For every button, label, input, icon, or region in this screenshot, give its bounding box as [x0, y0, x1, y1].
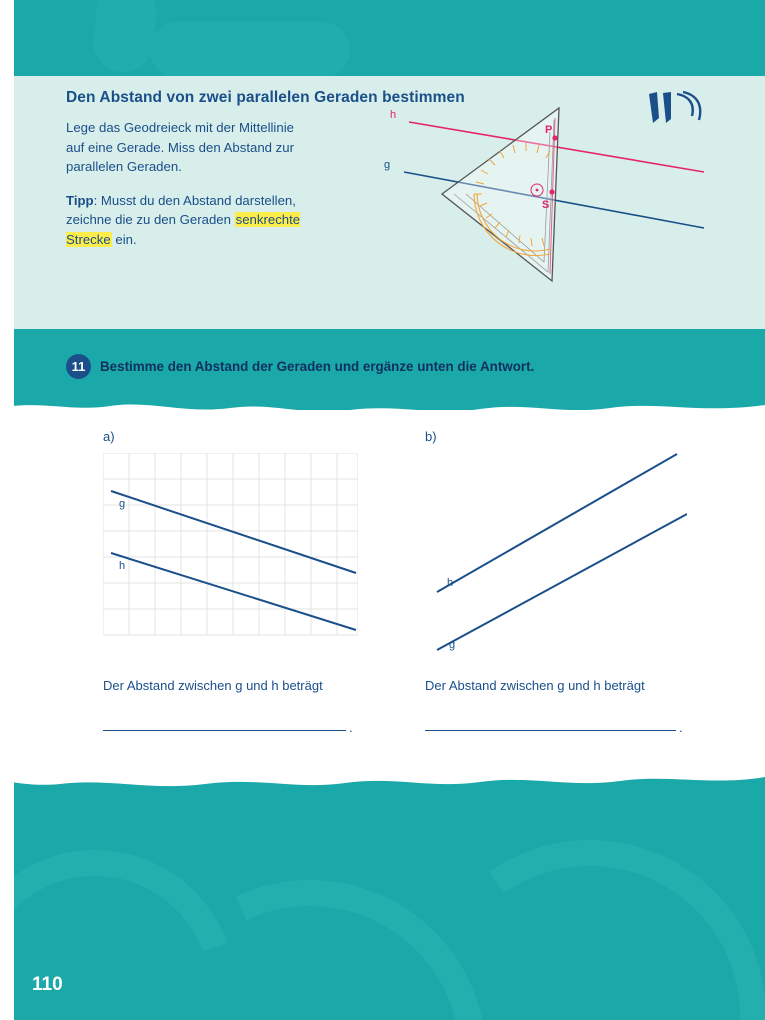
brush-decoration: [150, 22, 350, 78]
point-S: [549, 189, 554, 194]
info-paragraph-1: Lege das Geodreieck mit der Mittellinie auf eine Gerade. Miss den Abstand zur parallelen Geraden.: [66, 120, 294, 174]
exercise-b-graph: [425, 442, 687, 657]
point-P: [552, 135, 557, 140]
bottom-decoration-area: [14, 780, 765, 1020]
exercise-a-answer-period: .: [349, 720, 353, 735]
info-box-text: [66, 118, 311, 263]
exercise-a-answer-line[interactable]: [103, 730, 346, 731]
tipp-end: ein.: [111, 231, 137, 247]
exercise-b-answer-prompt: Der Abstand zwischen g und h beträgt: [425, 678, 645, 693]
exercise-b-line-g: [437, 514, 687, 650]
figure-label-S: S: [542, 199, 550, 211]
info-box: [14, 76, 765, 329]
exercise-a-label-g: g: [119, 498, 126, 510]
exercise-b-label-g: g: [449, 639, 456, 651]
geo-triangle-figure: [374, 106, 734, 321]
exercise-a-answer-prompt: Der Abstand zwischen g und h beträgt: [103, 678, 323, 693]
exercise-b-label-h: h: [447, 577, 454, 589]
figure-label-h: h: [390, 109, 397, 121]
exercise-b-answer-period: .: [679, 720, 683, 735]
exercise-b-line-h: [437, 454, 677, 592]
task-number-badge: 11: [66, 354, 91, 379]
info-box-title: Den Abstand von zwei parallelen Geraden bestimmen: [66, 89, 465, 106]
figure-label-P: P: [545, 124, 553, 136]
tipp-label: Tipp: [66, 192, 94, 208]
page-number: 110: [32, 974, 63, 995]
brush-decoration: [90, 0, 159, 75]
exercise-a-label: a): [103, 429, 115, 444]
tipp-rest: : Musst du den Abstand darstellen, zeichne die zu den Geraden: [66, 192, 296, 227]
exercise-a-label-h: h: [119, 560, 126, 572]
task-band: [14, 329, 765, 404]
figure-label-g: g: [384, 159, 391, 171]
tipp-highlight: senkrechte Strecke: [66, 212, 301, 247]
exercise-b-label: b): [425, 429, 437, 444]
exercise-b-answer-line[interactable]: [425, 730, 676, 731]
info-tipp: [66, 191, 311, 250]
exercise-a-graph: [103, 453, 358, 639]
left-edge-stripe: [0, 0, 14, 1020]
task-instruction: Bestimme den Abstand der Geraden und ergänze unten die Antwort.: [100, 359, 535, 374]
